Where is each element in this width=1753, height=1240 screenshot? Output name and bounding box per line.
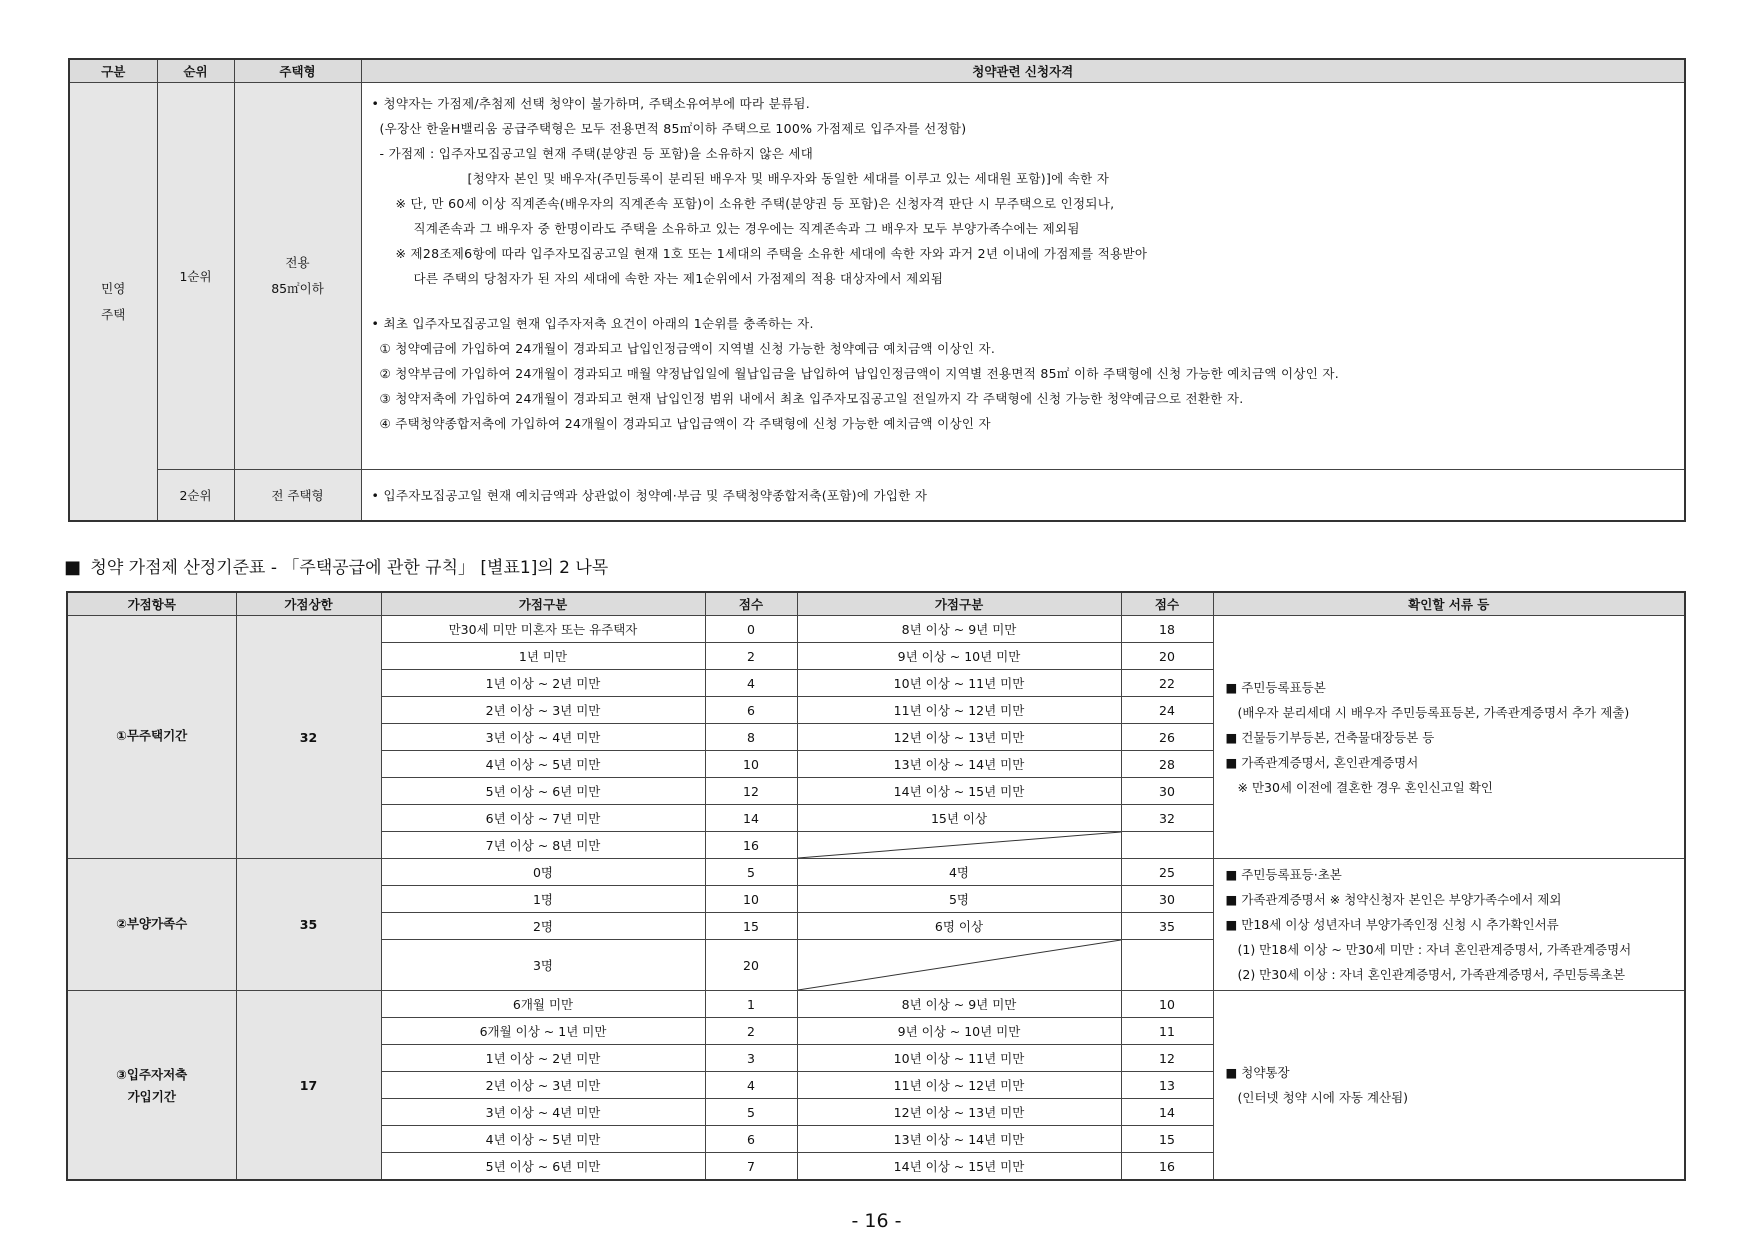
score-max: 17 (236, 991, 381, 1181)
score-category: 2명 (381, 913, 705, 940)
rank1-line: 직계존속과 그 배우자 중 한명이라도 주택을 소유하고 있는 경우에는 직계존속과 그 배우자 모두 부양가족수에는 제외됨 (413, 221, 1080, 236)
score-points: 12 (705, 778, 797, 805)
document-line: ■ 가족관계증명서, 혼인관계증명서 (1225, 754, 1419, 770)
score-item-label: ①무주택기간 (116, 728, 188, 743)
score-points: 32 (1121, 805, 1213, 832)
score-category: 6명 이상 (797, 913, 1121, 940)
score-points: 14 (705, 805, 797, 832)
score-points: 10 (705, 751, 797, 778)
score-points: 22 (1121, 670, 1213, 697)
score-category (797, 940, 1121, 991)
document-line: ■ 만18세 이상 성년자녀 부양가족인정 신청 시 추가확인서류 (1225, 917, 1559, 932)
score-category: 13년 이상 ~ 14년 미만 (797, 751, 1121, 778)
rank1-line: ※ 단, 만 60세 이상 직계존속(배우자의 직계존속 포함)이 소유한 주택(분양권 등 포함)은 신청자격 판단 시 무주택으로 인정되나, (395, 196, 1115, 211)
rank1-line: [청약자 본인 및 배우자(주민등록이 분리된 배우자 및 배우자와 동일한 세대를 이루고 있는 세대원 포함)]에 속한 자 (467, 171, 1110, 186)
score-category: 6년 이상 ~ 7년 미만 (381, 805, 705, 832)
score-category: 12년 이상 ~ 13년 미만 (797, 1099, 1121, 1126)
score-category: 10년 이상 ~ 11년 미만 (797, 1045, 1121, 1072)
document-line: ■ 청약통장 (1225, 1065, 1290, 1080)
score-points: 20 (705, 940, 797, 991)
header-category: 구분 (69, 59, 157, 83)
score-points: 8 (705, 724, 797, 751)
score-points: 1 (705, 991, 797, 1018)
document-line: ■ 건물등기부등본, 건축물대장등본 등 (1225, 729, 1435, 745)
rank1-line: • 청약자는 가점제/추첨제 선택 청약이 불가하며, 주택소유여부에 따라 분류됨. (371, 96, 811, 111)
score-category: 0명 (381, 859, 705, 886)
section-title (64, 553, 608, 578)
score-category: 5년 이상 ~ 6년 미만 (381, 778, 705, 805)
score-category: 15년 이상 (797, 805, 1121, 832)
score-criteria-table (66, 591, 1686, 1181)
rank1-line: • 최초 입주자모집공고일 현재 입주자저축 요건이 아래의 1순위를 충족하는 자. (371, 316, 814, 331)
score-item-name (67, 991, 236, 1181)
score-points: 24 (1121, 697, 1213, 724)
document-line: ■ 주민등록표등·초본 (1225, 867, 1342, 882)
score-category: 6개월 이상 ~ 1년 미만 (381, 1018, 705, 1045)
score-category: 7년 이상 ~ 8년 미만 (381, 832, 705, 859)
score-item-label: ②부양가족수 (116, 915, 188, 931)
rank1-type-cell (234, 83, 361, 470)
score-category: 12년 이상 ~ 13년 미만 (797, 724, 1121, 751)
score-category: 1년 이상 ~ 2년 미만 (381, 1045, 705, 1072)
score-points: 7 (705, 1153, 797, 1181)
score-row (67, 616, 1685, 643)
score-category (797, 832, 1121, 859)
score-points: 20 (1121, 643, 1213, 670)
score-category: 9년 이상 ~ 10년 미만 (797, 1018, 1121, 1045)
score-header: 가점항목 (67, 592, 236, 616)
score-category: 8년 이상 ~ 9년 미만 (797, 991, 1121, 1018)
rank1-line: ※ 제28조제6항에 따라 입주자모집공고일 현재 1호 또는 1세대의 주택을 소유한 세대에 속한 자와 과거 2년 이내에 가점제를 적용받아 (395, 246, 1148, 261)
required-documents (1213, 859, 1685, 991)
score-points: 2 (705, 1018, 797, 1045)
score-category: 13년 이상 ~ 14년 미만 (797, 1126, 1121, 1153)
score-item-name (67, 859, 236, 991)
score-points: 30 (1121, 778, 1213, 805)
score-points: 18 (1121, 616, 1213, 643)
document-line: (1) 만18세 이상 ~ 만30세 미만 : 자녀 혼인관계증명서, 가족관계증명서 (1237, 942, 1632, 957)
score-header: 점수 (1121, 592, 1213, 616)
score-points: 13 (1121, 1072, 1213, 1099)
score-category: 4명 (797, 859, 1121, 886)
score-category: 3년 이상 ~ 4년 미만 (381, 724, 705, 751)
score-points: 15 (1121, 1126, 1213, 1153)
score-row (67, 859, 1685, 886)
score-item-label: ③입주자저축 (116, 1067, 188, 1082)
score-points: 10 (705, 886, 797, 913)
rank2-cell: 2순위 (157, 470, 234, 522)
score-header: 점수 (705, 592, 797, 616)
document-line: (배우자 분리세대 시 배우자 주민등록표등본, 가족관계증명서 추가 제출) (1237, 704, 1630, 720)
score-points: 5 (705, 1099, 797, 1126)
score-points (1121, 940, 1213, 991)
rank1-line: ④ 주택청약종합저축에 가입하여 24개월이 경과되고 납입금액이 각 주택형에 신청 가능한 예치금액 이상인 자 (379, 416, 991, 431)
document-line: ※ 만30세 이전에 결혼한 경우 혼인신고일 확인 (1237, 779, 1493, 795)
page-number: - 16 - (851, 1210, 902, 1232)
score-max: 35 (236, 859, 381, 991)
score-category: 14년 이상 ~ 15년 미만 (797, 1153, 1121, 1181)
header-housing-type: 주택형 (234, 59, 361, 83)
score-category: 2년 이상 ~ 3년 미만 (381, 697, 705, 724)
header-eligibility: 청약관련 신청자격 (361, 59, 1685, 83)
score-points: 35 (1121, 913, 1213, 940)
score-points: 25 (1121, 859, 1213, 886)
score-points: 4 (705, 670, 797, 697)
rank1-line: ③ 청약저축에 가입하여 24개월이 경과되고 현재 납입인정 범위 내에서 최초 입주자모집공고일 전일까지 각 주택형에 신청 가능한 청약예금으로 전환한 자. (379, 391, 1244, 406)
score-category: 1년 미만 (381, 643, 705, 670)
score-category: 5명 (797, 886, 1121, 913)
score-points: 15 (705, 913, 797, 940)
score-max: 32 (236, 616, 381, 859)
score-points: 10 (1121, 991, 1213, 1018)
score-category: 5년 이상 ~ 6년 미만 (381, 1153, 705, 1181)
document-line: ■ 주민등록표등본 (1225, 679, 1326, 695)
score-points: 30 (1121, 886, 1213, 913)
score-item-name (67, 616, 236, 859)
rank1-line: - 가점제 : 입주자모집공고일 현재 주택(분양권 등 포함)을 소유하지 않은 세대 (379, 146, 814, 161)
score-points: 4 (705, 1072, 797, 1099)
rank2-line: • 입주자모집공고일 현재 예치금액과 상관없이 청약예·부금 및 주택청약종합저축(포함)에 가입한 자 (371, 487, 928, 503)
document-line: (2) 만30세 이상 : 자녀 혼인관계증명서, 가족관계증명서, 주민등록초본 (1237, 967, 1626, 982)
eligibility-table (68, 58, 1686, 522)
rank2-content (361, 470, 1685, 522)
rank1-content (361, 83, 1685, 470)
score-category: 11년 이상 ~ 12년 미만 (797, 1072, 1121, 1099)
score-row (67, 991, 1685, 1018)
score-points: 3 (705, 1045, 797, 1072)
score-category: 11년 이상 ~ 12년 미만 (797, 697, 1121, 724)
score-item-label-line2: 가입기간 (127, 1089, 176, 1104)
rank1-line: (우장산 한울H밸리움 공급주택형은 모두 전용면적 85㎡이하 주택으로 100% 가점제로 입주자를 선정함) (379, 121, 967, 136)
diagonal-slash (798, 940, 1121, 990)
score-points: 11 (1121, 1018, 1213, 1045)
score-category: 9년 이상 ~ 10년 미만 (797, 643, 1121, 670)
score-category: 8년 이상 ~ 9년 미만 (797, 616, 1121, 643)
score-category: 3년 이상 ~ 4년 미만 (381, 1099, 705, 1126)
score-points: 2 (705, 643, 797, 670)
header-rank: 순위 (157, 59, 234, 83)
document-line: ■ 가족관계증명서 ※ 청약신청자 본인은 부양가족수에서 제외 (1225, 892, 1562, 907)
score-category: 14년 이상 ~ 15년 미만 (797, 778, 1121, 805)
score-points: 16 (705, 832, 797, 859)
required-documents (1213, 616, 1685, 859)
rank2-type-cell: 전 주택형 (234, 470, 361, 522)
score-header: 가점상한 (236, 592, 381, 616)
rank1-line: 다른 주택의 당첨자가 된 자의 세대에 속한 자는 제1순위에서 가점제의 적용 대상자에서 제외됨 (413, 271, 944, 286)
score-points: 6 (705, 697, 797, 724)
score-category: 1명 (381, 886, 705, 913)
required-documents (1213, 991, 1685, 1181)
score-points: 12 (1121, 1045, 1213, 1072)
score-points: 28 (1121, 751, 1213, 778)
score-category: 4년 이상 ~ 5년 미만 (381, 1126, 705, 1153)
score-category: 4년 이상 ~ 5년 미만 (381, 751, 705, 778)
square-bullet-icon: ■ (64, 557, 82, 578)
score-category: 10년 이상 ~ 11년 미만 (797, 670, 1121, 697)
score-points: 0 (705, 616, 797, 643)
category-cell: 민영 주택 (69, 83, 157, 522)
score-header: 가점구분 (797, 592, 1121, 616)
rank1-line: ② 청약부금에 가입하여 24개월이 경과되고 매월 약정납입일에 월납입금을 납입하여 납입인정금액이 지역별 전용면적 85㎡ 이하 주택형에 신청 가능한 예치금액 이상인 자. (379, 366, 1340, 381)
rank1-type-line1: 전용 (285, 255, 310, 270)
diagonal-slash (798, 832, 1121, 858)
score-points: 16 (1121, 1153, 1213, 1181)
section-title-text: 청약 가점제 산정기준표 - 「주택공급에 관한 규칙」 [별표1]의 2 나목 (90, 558, 609, 578)
score-header: 확인할 서류 등 (1213, 592, 1685, 616)
score-category: 1년 이상 ~ 2년 미만 (381, 670, 705, 697)
score-points (1121, 832, 1213, 859)
score-points: 5 (705, 859, 797, 886)
score-category: 3명 (381, 940, 705, 991)
score-category: 2년 이상 ~ 3년 미만 (381, 1072, 705, 1099)
score-category: 6개월 미만 (381, 991, 705, 1018)
score-points: 6 (705, 1126, 797, 1153)
score-points: 14 (1121, 1099, 1213, 1126)
document-line: (인터넷 청약 시에 자동 계산됨) (1237, 1090, 1409, 1105)
score-header: 가점구분 (381, 592, 705, 616)
rank1-type-line2: 85㎡이하 (271, 281, 324, 296)
rank1-cell: 1순위 (157, 83, 234, 470)
score-points: 26 (1121, 724, 1213, 751)
score-category: 만30세 미만 미혼자 또는 유주택자 (381, 616, 705, 643)
rank1-line: ① 청약예금에 가입하여 24개월이 경과되고 납입인정금액이 지역별 신청 가능한 청약예금 예치금액 이상인 자. (379, 341, 996, 356)
